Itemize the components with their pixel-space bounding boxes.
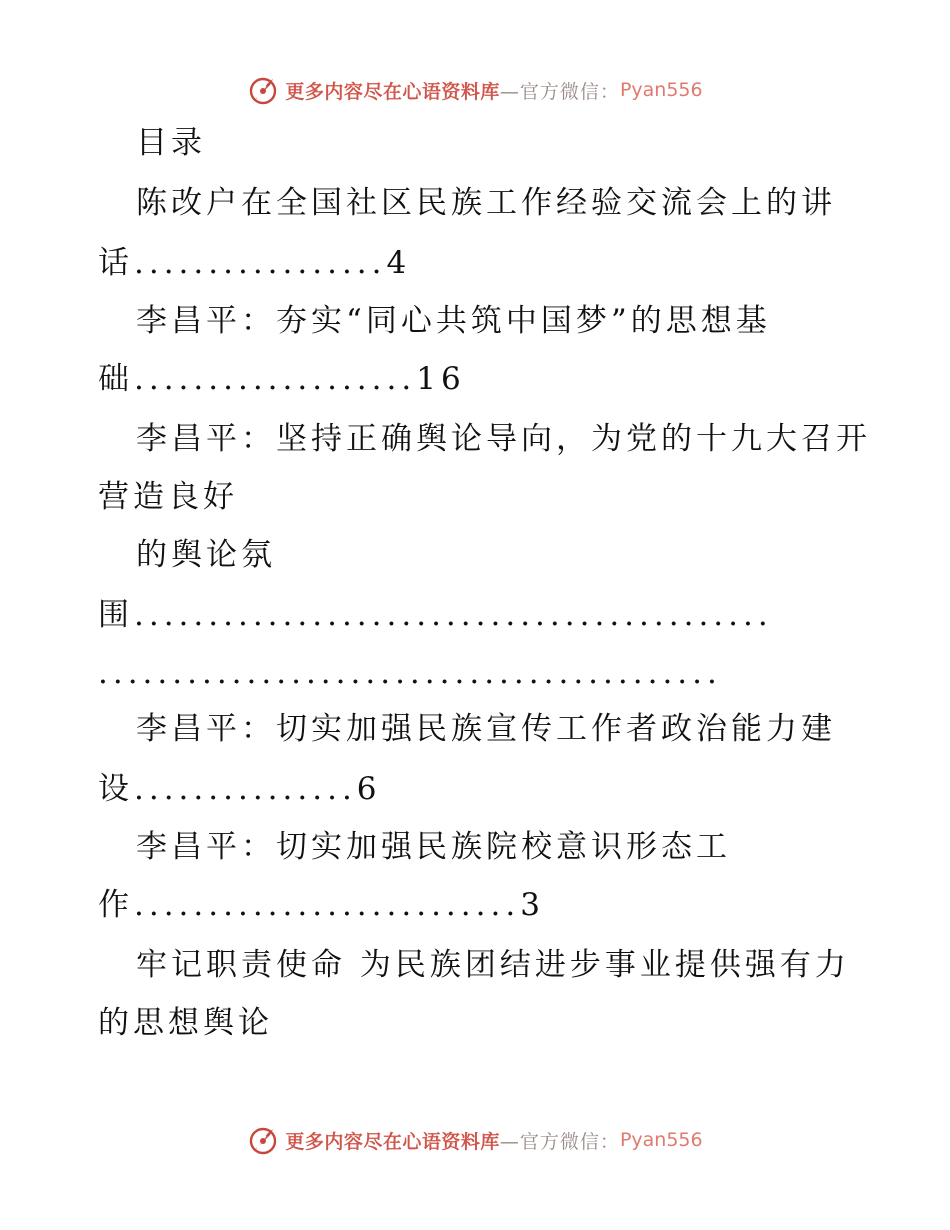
banner-wechat-id: Pyan556 [619, 79, 703, 101]
quill-pen-logo-icon [247, 1124, 279, 1156]
quill-pen-logo-icon [247, 74, 279, 106]
toc-entry-1-line-2[interactable]: 话.................4 [98, 245, 412, 281]
toc-entry-6-line-1[interactable]: 牢记职责使命 为民族团结进步事业提供强有力 [136, 947, 850, 983]
toc-entry-3-line-1[interactable]: 李昌平：坚持正确舆论导向，为党的十九大召开 [136, 421, 871, 457]
header-banner [0, 70, 950, 110]
toc-entry-2-line-1[interactable]: 李昌平：夯实“同心共筑中国梦”的思想基 [136, 303, 771, 339]
banner-main-text: 更多内容尽在心语资料库 [285, 1130, 500, 1153]
toc-entry-3-line-3[interactable]: 的舆论氛 [136, 537, 276, 573]
toc-title: 目录 [136, 125, 206, 161]
toc-entry-3-line-4[interactable]: 围........................................... [98, 597, 773, 633]
toc-entry-6-line-2[interactable]: 的思想舆论 [98, 1005, 273, 1041]
toc-entry-3-line-2[interactable]: 营造良好 [98, 479, 238, 515]
toc-entry-5-line-1[interactable]: 李昌平：切实加强民族院校意识形态工 [136, 829, 731, 865]
banner-wechat-id: Pyan556 [619, 1129, 703, 1151]
toc-entry-5-line-2[interactable]: 作..........................3 [98, 887, 545, 923]
toc-entry-2-line-2[interactable]: 础...................16 [98, 361, 466, 397]
toc-entry-4-line-1[interactable]: 李昌平：切实加强民族宣传工作者政治能力建 [136, 711, 836, 747]
banner-main-text: 更多内容尽在心语资料库 [285, 80, 500, 103]
banner-official-label: —官方微信： [499, 80, 620, 103]
toc-entry-4-line-2[interactable]: 设...............6 [98, 771, 382, 807]
footer-banner [0, 1120, 950, 1160]
toc-entry-1-line-1[interactable]: 陈改户在全国社区民族工作经验交流会上的讲 [136, 185, 836, 221]
toc-entry-3-line-5[interactable]: .......................................... [98, 655, 722, 691]
banner-official-label: —官方微信： [499, 1130, 620, 1153]
